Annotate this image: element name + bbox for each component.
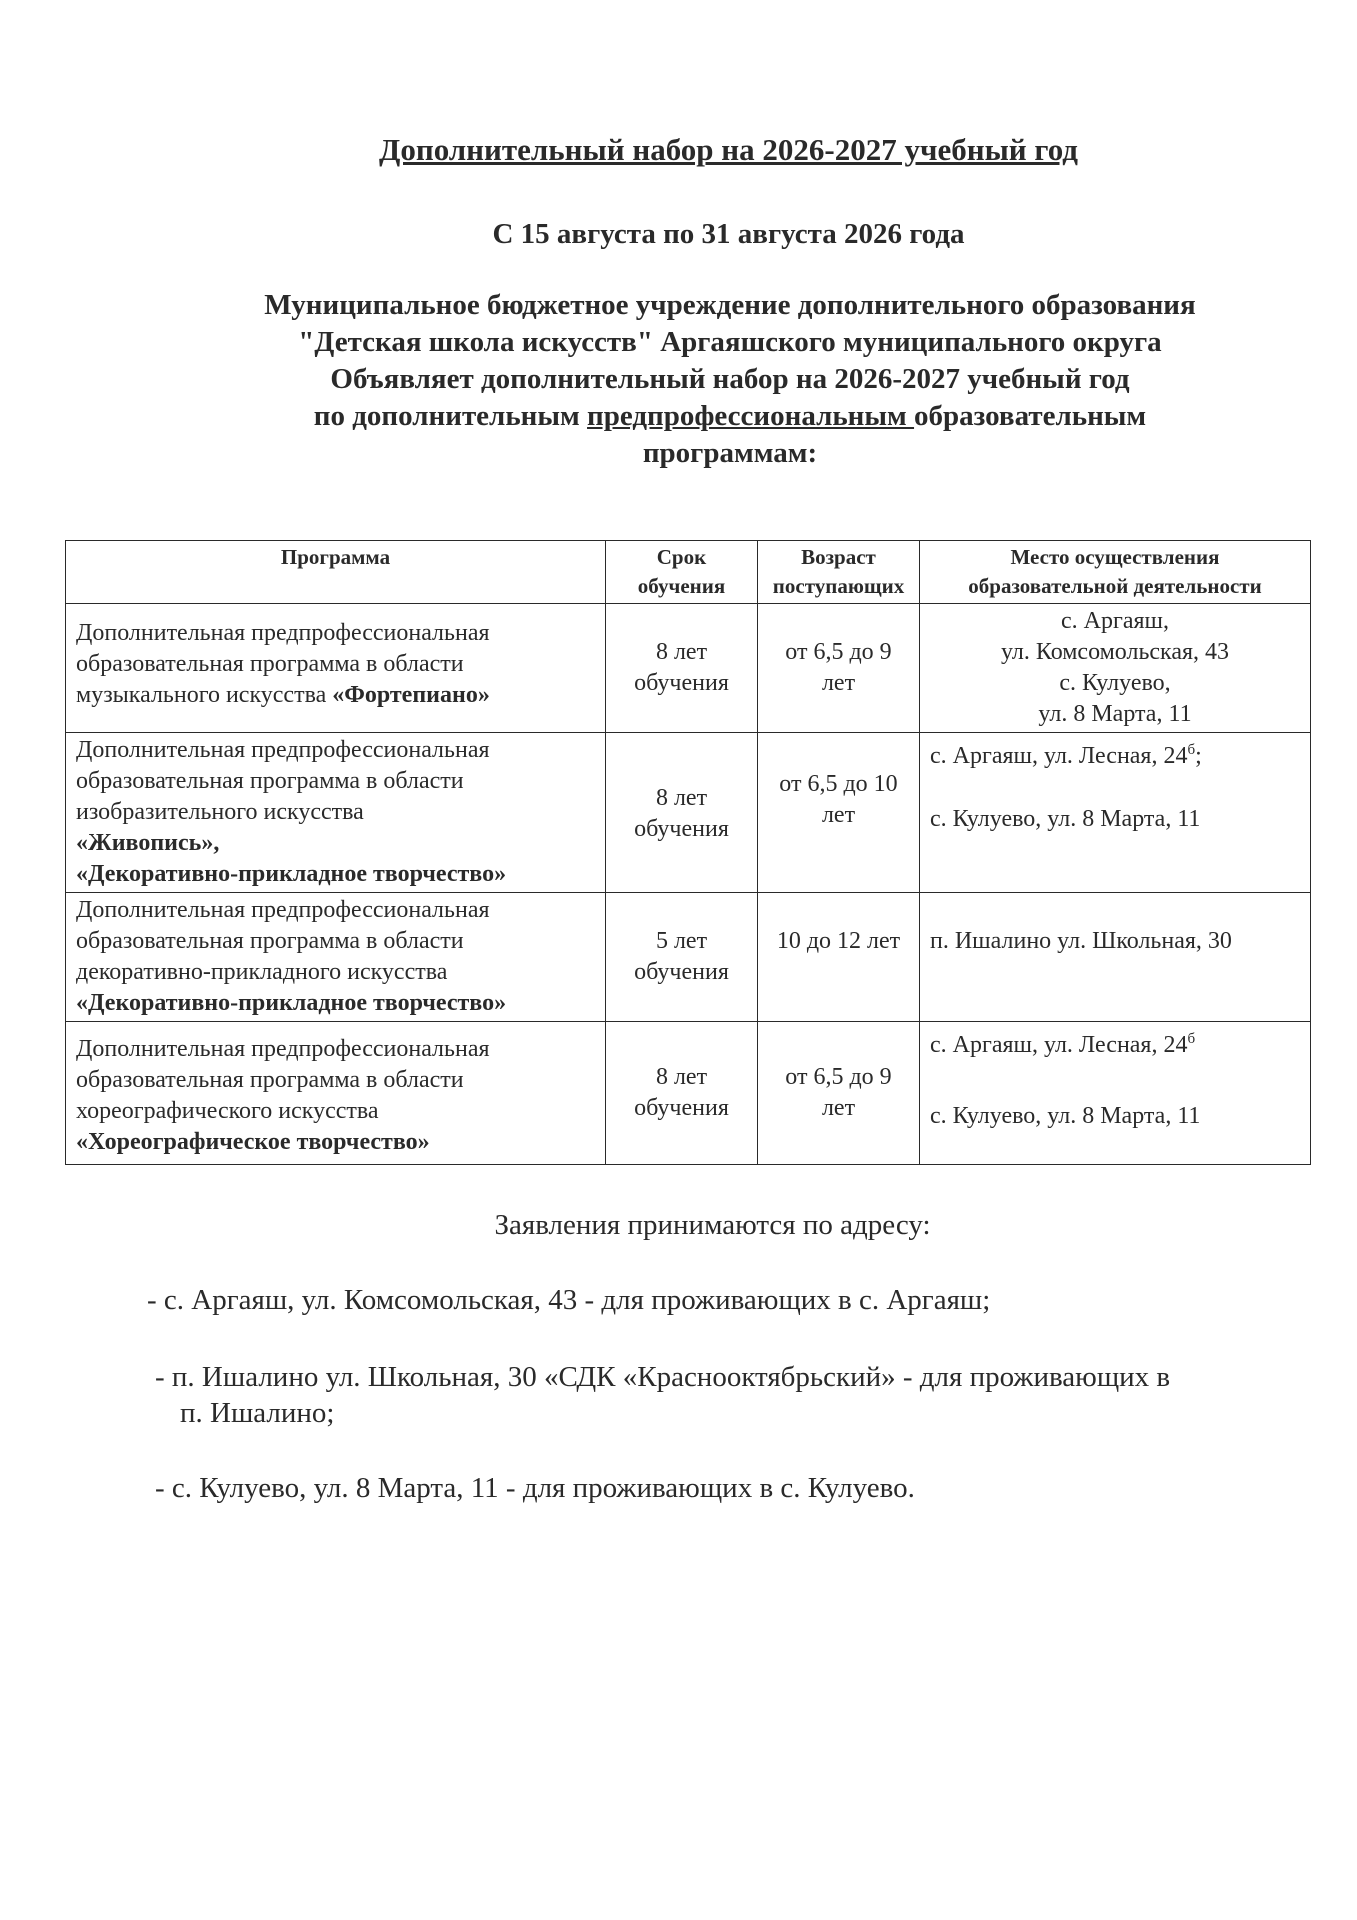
place-text: с. Кулуево, ул. 8 Марта, 11 [930, 806, 1201, 832]
program-text: образовательная программа в области [76, 651, 464, 677]
place-text [930, 1024, 1300, 1061]
superscript: б [1187, 742, 1196, 758]
announcement-line [120, 398, 1340, 435]
announcement-line: программам: [642, 437, 818, 469]
program-text: Дополнительная предпрофессиональная [76, 897, 490, 923]
program-text [76, 680, 595, 711]
program-name: «Декоративно-прикладное творчество» [76, 861, 507, 887]
term-text: обучения [634, 1095, 729, 1121]
header-term [606, 541, 758, 604]
age-cell [758, 733, 920, 893]
age-text: от 6,5 до 10 [779, 771, 898, 797]
place-text: с. Кулуево, [1059, 670, 1171, 696]
program-name: «Декоративно-прикладное творчество» [76, 990, 507, 1016]
application-address: - с. Кулуево, ул. 8 Марта, 11 - для проживающих в с. Кулуево. [155, 1472, 915, 1504]
program-text: образовательная программа в области [76, 768, 464, 794]
age-text: лет [821, 670, 856, 696]
place-text: с. Аргаяш, [1061, 608, 1169, 634]
application-address: - с. Аргаяш, ул. Комсомольская, 43 - для проживающих в с. Аргаяш; [147, 1284, 991, 1316]
program-name: «Живопись», [76, 830, 220, 856]
announcement-line: "Детская школа искусств" Аргаяшского муниципального округа [298, 326, 1162, 358]
term-text: обучения [634, 670, 729, 696]
program-cell [66, 733, 606, 893]
age-cell [758, 1022, 920, 1165]
age-text: лет [821, 802, 856, 828]
program-text: изобразительного искусства [76, 799, 364, 825]
age-cell [758, 604, 920, 733]
announcement [120, 287, 1340, 472]
term-cell [606, 1022, 758, 1165]
header-text: поступающих [772, 574, 905, 598]
term-cell [606, 733, 758, 893]
place-text: п. Ишалино ул. Школьная, 30 [930, 928, 1232, 954]
place-cell [920, 893, 1311, 1022]
age-text: лет [821, 1095, 856, 1121]
header-text: обучения [637, 574, 726, 598]
application-address [155, 1359, 1305, 1431]
enrollment-dates: С 15 августа по 31 августа 2026 года [492, 218, 965, 250]
header-age [758, 541, 920, 604]
place-text: с. Аргаяш, ул. Лесная, 24 [930, 1032, 1188, 1058]
place-text: ул. 8 Марта, 11 [1038, 701, 1192, 727]
program-text: музыкального искусства [76, 682, 333, 708]
term-cell [606, 893, 758, 1022]
table-row [66, 604, 1311, 733]
term-text: 8 лет [655, 785, 708, 811]
term-text: обучения [634, 959, 729, 985]
place-cell [920, 1022, 1311, 1165]
announcement-line: Муниципальное бюджетное учреждение дополнительного образования [264, 289, 1196, 321]
place-cell [920, 733, 1311, 893]
program-text: Дополнительная предпрофессиональная [76, 620, 490, 646]
program-text: образовательная программа в области [76, 1067, 464, 1093]
header-text: Возраст [801, 545, 876, 569]
page-title: Дополнительный набор на 2026-2027 учебный год [379, 132, 1078, 167]
header-program: Программа [66, 541, 606, 604]
term-text: 5 лет [655, 928, 708, 954]
place-text: ул. Комсомольская, 43 [1000, 639, 1230, 665]
announcement-text: образовательным [914, 400, 1147, 432]
term-text: 8 лет [655, 639, 708, 665]
program-cell [66, 893, 606, 1022]
place-cell [920, 604, 1311, 733]
address-line: п. Ишалино; [180, 1397, 335, 1429]
place-text [930, 735, 1300, 772]
place-text: с. Аргаяш, ул. Лесная, 24 [930, 743, 1188, 769]
table-row [66, 1022, 1311, 1165]
header-place [920, 541, 1311, 604]
program-text: хореографического искусства [76, 1098, 379, 1124]
program-text: образовательная программа в области [76, 928, 464, 954]
age-text: 10 до 12 лет [776, 928, 901, 954]
term-text: обучения [634, 816, 729, 842]
address-line: - п. Ишалино ул. Школьная, 30 «СДК «Краснооктябрьский» - для проживающих в [155, 1361, 1171, 1393]
program-name: «Фортепиано» [332, 682, 490, 708]
header-text: Срок [656, 545, 707, 569]
place-text: ; [1195, 743, 1202, 769]
superscript: б [1187, 1031, 1196, 1047]
table-row [66, 733, 1311, 893]
age-text: от 6,5 до 9 [785, 1064, 892, 1090]
term-cell [606, 604, 758, 733]
term-text: 8 лет [655, 1064, 708, 1090]
program-text: Дополнительная предпрофессиональная [76, 737, 490, 763]
program-cell [66, 1022, 606, 1165]
program-text: Дополнительная предпрофессиональная [76, 1036, 490, 1062]
announcement-line: Объявляет дополнительный набор на 2026-2027 учебный год [330, 363, 1130, 395]
program-name: «Хореографическое творчество» [76, 1129, 430, 1155]
announcement-text: по дополнительным [313, 400, 588, 432]
header-text: образовательной деятельности [968, 574, 1262, 598]
header-text: Место осуществления [1010, 545, 1220, 569]
announcement-underlined-text: предпрофессиональным [587, 400, 915, 432]
applications-title: Заявления принимаются по адресу: [494, 1209, 931, 1241]
programs-table [65, 540, 1311, 1165]
table-header-row [66, 541, 1311, 604]
age-cell [758, 893, 920, 1022]
table-row [66, 893, 1311, 1022]
place-text: с. Кулуево, ул. 8 Марта, 11 [930, 1103, 1201, 1129]
program-cell [66, 604, 606, 733]
age-text: от 6,5 до 9 [785, 639, 892, 665]
program-text: декоративно-прикладного искусства [76, 959, 448, 985]
